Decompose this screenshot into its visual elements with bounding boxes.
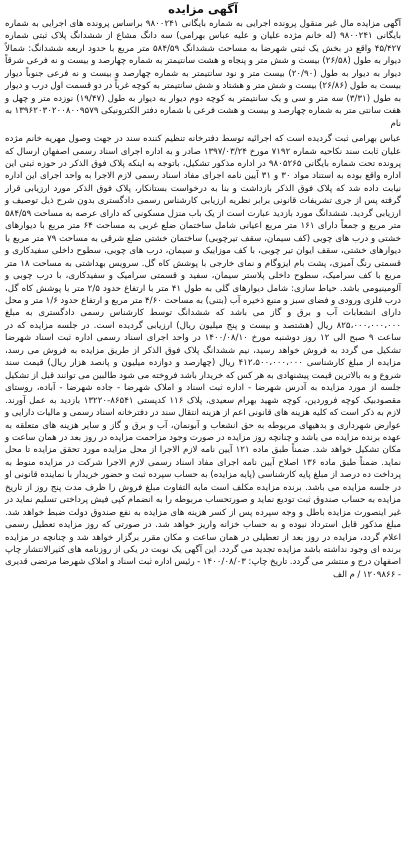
notice-paragraph-property: آگهی مزایده مال غیر منقول پرونده اجرایی به شماره بایگانی ۹۸۰۰۲۴۱ براساس پرونده های اجرایی به شماره بایگانی ۹۸۰۰۲۴۱ (له خانم مژده علیان و علیه عباس بهرامی) سه دانگ مشاع از ششدانگ پلاک ثبتی شماره ۴۵/۴۲۷ واقع در بخش یک ثبتی شهرضا به مساحت ششدانگ ۵۸۴/۵۹ متر مربع با حدود اربعه ششدانگ: شمالاً دیوار به طول (۲۶/۵۸) بیست و شش متر و پنجاه و هشت سانتیمتر به شماره چهارصد و بیست و نه فرعی شرقاً دیوار به دیوار به طول (۲۰/۹۰) بیست متر و نود سانتیمتر به شماره چهارصد و بیست و نه فرعی جنوباً دیوار بیست به طول (۲۶/۸۶) بیست و شش متر و هشتاد و شش سانتیمتر به کوچه غرباً در دو قسمت اول درب و دیوار به طول (۳/۳۱) سه متر و سی و یک سانتیمتر به کوچه دوم دیوار به دیوار به طول (۱۹/۴۷) نوزده متر و چهل و هفت سانتی متر به شماره چهارصد و بیست و هشت فرعی با شماره دفتر الکترونیکی ۱۳۹۶۲۰۳۰۲۰۰۸۰۰۹۵۷۹ به نام xyxy=(5,19,401,129)
notice-paragraph-terms: عباس بهرامی ثبت گردیده است که اجرائیه توسط دفترخانه تنظیم کننده سند در جهت وصول مهریه خانم مژده علیان ثابت سند نکاحیه شماره ۷۱۹۲ مورخ ۱۳۹۷/۰۳/۲۴ صادر و به اداره اجرای اسناد رسمی اصفهان ارسال که پرونده تحت شماره بایگانی ۹۸۰۵۲۶۵ در اداره مذکور تشکیل، باتوجه به اینکه پلاک فوق الذکر در حوزه ثبتی این اداره واقع بوده به استناد مواد ۳۰ و ۳۱ آیین نامه اجرای مفاد اسناد رسمی لازم الاجرا به واحد اجرای این اداره نیابت داده شد که پلاک فوق الذکر بازداشت و بنا به درخواست بستانکار، پلاک فوق الذکر مورد ارزیابی قرار گرفته پس از جری تشریفات قانونی برابر نظریه ارزیابی کارشناس رسمی دادگستری بدون شرح ذیل توصیف و ارزیابی گردید. ششدانگ مورد بازدید عبارت است از یک باب منزل مسکونی که دارای عرصه به مساحت ۵۸۴/۵۹ متر مربع و جمعاً دارای ۱۶۱ متر مربع اعیانی شامل ساختمان ضلع غربی به مساحت ۶۴ متر مربع با دیوارهای خشتی و درب های چوبی (کف سیمان، سقف تیرچوبی) ساختمان خشتی ضلع شرقی به مساحت ۷۹ متر مربع با دیوارهای خشتی، سقف ایوان تیر چوبی، با کف موزاییک و سیمان، درب های چوبی، سطوح داخلی سفیدکاری و قسمتی رنگ آمیزی، پشت بام ایزوگام و نمای خارجی با پوشش کاه گل. سرویس بهداشتی به مساحت ۱۸ متر مربع با کف سرامیک، سطوح داخلی پلاستر سیمان، سفید و قسمتی سرامیک و سفیدکاری، با درب چوبی و آلومینیومی باشد. حیاط سازی: شامل دیوارهای گلی به طول ۴۱ متر با ارتفاع حدود ۲/۵ متر با پوشش کاه گل، درب فلزی ورودی و فضای سبز و منبع ذخیره آب (بتنی) به مساحت ۴/۶۰ متر مربع و ارتفاع حدود ۱/۶ متر و محل دارای انشعابات آب و برق و گاز می باشد که ششدانگ توسط کارشناس رسمی دادگستری به مبلغ ۸۲۵،۰۰۰،۰۰۰،۰۰۰ ریال (هشتصد و بیست و پنج میلیون ریال) ارزیابی گردیده است. در جلسه مزایده که در ساعت ۹ صبح الی ۱۲ روز دوشنبه مورخ ۱۴۰۰/۰۸/۱۰ در واحد اجرای اسناد رسمی اداره ثبت اسناد شهرضا تشکیل می گردد به فروش خواهد رسید، نیم ششدانگ پلاک فوق الذکر از طریق مزایده به فروش می رسد، مزایده از مبلغ کارشناسی ۴۱۲،۵۰۰،۰۰۰،۰۰۰ ریال (چهارصد و دوازده میلیون و پانصد هزار ریال) قیمت سند شروع و به بالاترین قیمت پیشنهادی به هر کس که خریدار باشد فروخته می شود طالبین می توانند قبل از تشکیل جلسه از مورد مزایده به آدرس شهرضا - اداره ثبت اسناد و املاک شهرضا - جاده شهرضا - آباده، روستای مقصودبیک کوچه فروردین، کوچه شهید بهرام سعیدی، پلاک ۱۱۶ کدپستی ۸۶۵۴۱-۱۳۲۲۰ بازدید به عمل آورند. لازم به ذکر است که کلیه هزینه های قانونی اعم از هزینه انتقال سند در دفترخانه اسناد رسمی و مالیات دارایی و عوارض شهرداری و بدهیهای مربوطه به حق انشعاب و آبونمان، آب و برق و گاز و سایر هزینه های متعلقه به عهده برنده مزایده می باشد و چنانچه روز مزایده در صورت وجود مزاحمت مزایده در روز بعد در همان ساعت و مکان تشکیل خواهد شد. ضمناً طبق ماده ۱۲۱ آیین نامه لازم الاجرا از محل مزایده مورد تحقق مزایده تا محل نماید. ضمناً طبق ماده ۱۳۶ اصلاح آیین نامه اجرای مفاد اسناد رسمی لازم الاجرا شرکت در مزایده منوط به پرداخت ده درصد از مبلغ پایه کارشناسی (پایه مزایده) به حساب سپرده ثبت و حضور خریدار با نماینده قانونی او در جلسه مزایده می باشد. برنده مزایده مکلف است مابه التفاوت مبلغ فروش را ظرف مدت پنج روز از تاریخ مزایده به حساب صندوق ثبت تودیع نماید و صورتحساب مربوطه را به انضمام کپی فیش پرداختی تسلیم نماید در غیر اینصورت مزایده باطل و وجه سپرده پس از کسر هزینه های مزایده به نفع صندوق دولت ضبط خواهد شد. مبلغ مذکور قابل استرداد نبوده و به حساب خزانه واریز خواهد شد. در صورتی که روز مزایده تعطیل رسمی اعلام گردد، مزایده در روز بعد از تعطیلی در همان ساعت و مکان مقرر برگزار خواهد شد و چنانچه در مزایده برنده ای وجود نداشته باشد مزایده تجدید می گردد. این آگهی یک نوبت در یکی از روزنامه های کثیرالانتشار چاپ اصفهان درج و منتشر می گردد. تاریخ چاپ: ۱۴۰۰/۰۸/۰۳ - رئیس اداره ثبت اسناد و املاک شهرضا مرتضی قدیری - ۱۲۰۹۸۶۶ / م الف xyxy=(5,134,402,580)
notice-title: آگهی مزایده xyxy=(168,2,238,16)
